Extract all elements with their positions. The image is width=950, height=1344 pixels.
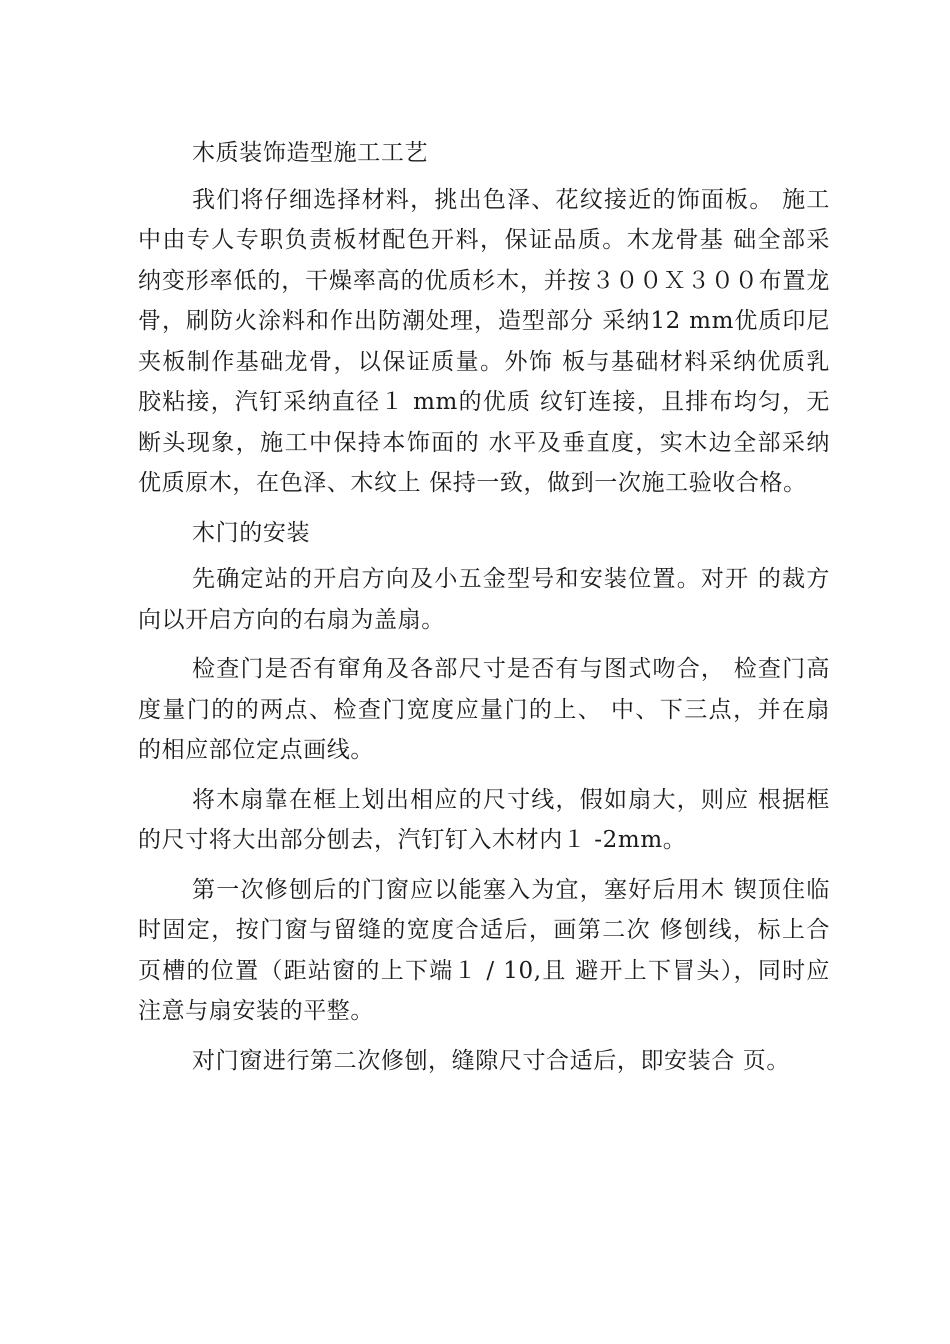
document-body	[138, 133, 830, 1090]
paragraph-door-inspection: 检查门是否有窜角及各部尺寸是否有与图式吻合， 检查门高度量门的的两点、检查门宽度应量门的上、 中、下三点，并在扇的相应部位定点画线。	[138, 656, 830, 763]
paragraph-door-direction: 先确定站的开启方向及小五金型号和安装位置。对开 的裁方向以开启方向的右扇为盖扇。	[138, 566, 830, 633]
paragraph-door-second-trim: 对门窗进行第二次修刨，缝隙尺寸合适后，即安装合 页。	[192, 1047, 790, 1074]
paragraph-door-first-trim: 第一次修刨后的门窗应以能塞入为宜，塞好后用木 锲顶住临时固定，按门窗与留缝的宽度合适后，画第二次 修刨线，标上合页槽的位置（距站窗的上下端１ / 10,且 避开上下冒头），同时应注意与扇安装的平整。	[138, 876, 830, 1024]
section-heading-door-installation: 木门的安装	[192, 519, 311, 546]
section-heading-wood-decoration: 木质装饰造型施工工艺	[192, 140, 429, 166]
paragraph-wood-decoration: 我们将仔细选择材料，挑出色泽、花纹接近的饰面板。 施工中由专人专职负责板材配色开料，保证品质。木龙骨基 础全部采纳变形率低的，干燥率高的优质杉木，并按３００Ｘ３００布置龙骨，刷防火涂料和作出防潮处理，造型部分 采纳12 mm优质印尼夹板制作基础龙骨，以保证质量。外饰 板与基础材料采纳优质乳胶粘接，汽钉采纳直径１ mm的优质 纹钉连接，且排布均匀，无断头现象，施工中保持本饰面的 水平及垂直度，实木边全部采纳优质原木，在色泽、木纹上 保持一致，做到一次施工验收合格。	[138, 186, 830, 496]
paragraph-door-planing: 将木扇靠在框上划出相应的尺寸线，假如扇大，则应 根据框的尺寸将大出部分刨去，汽钉钉入木材内１ -2mm。	[138, 786, 830, 853]
